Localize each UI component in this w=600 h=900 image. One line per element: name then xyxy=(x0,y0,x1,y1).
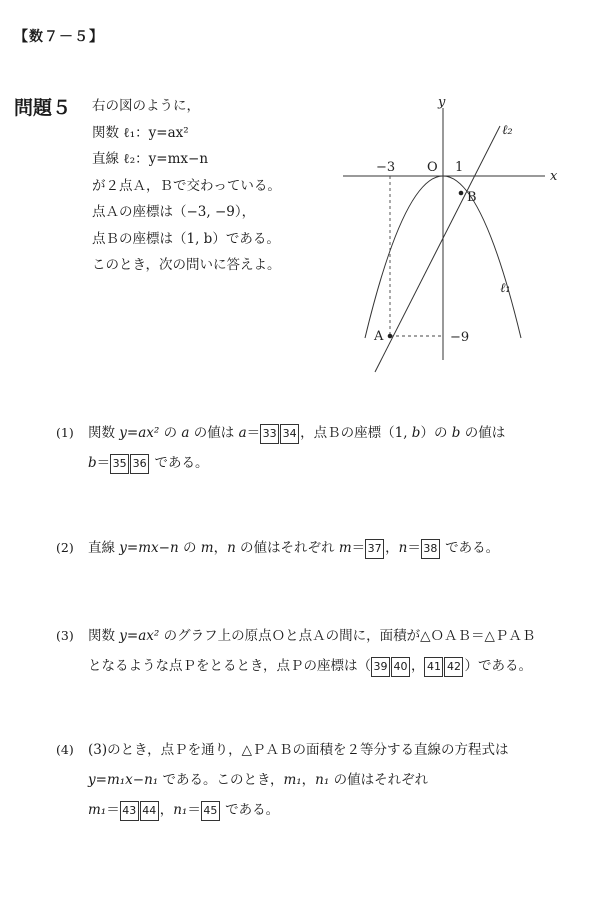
text-run: である。 xyxy=(220,802,280,818)
math-run: n xyxy=(227,540,236,556)
tick-label-neg3: −3 xyxy=(376,160,396,175)
answer-box-45[interactable]: 45 xyxy=(201,801,220,821)
question-line xyxy=(88,735,586,765)
text-run: である。 xyxy=(150,455,209,471)
text-run: の値は xyxy=(189,425,239,441)
math-run: n₁ xyxy=(173,802,188,818)
answer-box-34[interactable]: 34 xyxy=(280,424,299,444)
graph-figure xyxy=(330,90,590,380)
text-run: ）である。 xyxy=(464,658,532,674)
text-run: (3)のとき，点Ｐを通り，△ＰＡＢの面積を２等分する直線の方程式は xyxy=(88,742,509,758)
intro-line: 関数 ℓ₁：y=ax² xyxy=(92,124,189,141)
intro-line: が２点Ａ，Ｂで交わっている。 xyxy=(92,177,281,194)
text-run: ， xyxy=(385,540,399,556)
page-header-tag: 【数７－５】 xyxy=(14,29,104,45)
question-line xyxy=(88,448,586,478)
text-run: ， xyxy=(410,658,425,674)
math-run: b xyxy=(451,425,461,441)
tick-label-neg9: −9 xyxy=(450,330,470,345)
text-run: となるような点Ｐをとるとき，点Ｐの座標は（ xyxy=(88,658,371,674)
math-run: m xyxy=(338,540,352,556)
answer-box-35[interactable]: 35 xyxy=(110,454,129,474)
question-line xyxy=(88,765,586,795)
intro-line: 点Ａの座標は（−3, −9）， xyxy=(92,204,256,220)
math-run: y=ax² xyxy=(119,425,160,441)
point-b-label: B xyxy=(467,190,477,205)
math-run: m₁ xyxy=(283,772,302,788)
intro-line: 右の図のように， xyxy=(92,98,200,114)
problem-label: 問題５ xyxy=(14,97,72,119)
question-line xyxy=(88,621,586,651)
answer-box-39[interactable]: 39 xyxy=(371,657,390,677)
answer-box-37[interactable]: 37 xyxy=(365,539,384,559)
text-run: の値はそれぞれ xyxy=(329,772,429,788)
text-run: である。このとき， xyxy=(158,772,284,788)
math-run: y=m₁x−n₁ xyxy=(88,772,159,788)
question-number: (4) xyxy=(56,742,74,757)
math-run: y=mx−n xyxy=(119,540,179,556)
question-3 xyxy=(56,621,586,681)
y-axis-label: y xyxy=(438,95,446,110)
question-4 xyxy=(56,735,586,825)
text-run: の値はそれぞれ xyxy=(235,540,339,556)
math-run: y=ax² xyxy=(119,628,160,644)
text-run: ＝ xyxy=(246,425,261,441)
text-run: である。 xyxy=(440,540,500,556)
answer-box-43[interactable]: 43 xyxy=(120,801,139,821)
text-run: ＝ xyxy=(106,802,120,818)
question-line xyxy=(88,795,586,825)
intro-line: 点Ｂの座標は（1, b）である。 xyxy=(92,230,280,247)
math-run: n xyxy=(398,540,408,556)
intro-line: 直線 ℓ₂：y=mx−n xyxy=(92,151,209,167)
text-run: ， xyxy=(213,540,228,556)
text-run: ，点Ｂの座標（1, xyxy=(300,425,412,441)
curve-l1-label: ℓ₁ xyxy=(500,281,511,296)
answer-box-42[interactable]: 42 xyxy=(444,657,463,677)
text-run: ＝ xyxy=(187,802,201,818)
text-run: ＝ xyxy=(407,540,421,556)
answer-box-38[interactable]: 38 xyxy=(421,539,440,559)
text-run: ＝ xyxy=(96,455,111,471)
origin-label: O xyxy=(427,160,438,175)
text-run: ， xyxy=(301,772,316,788)
answer-box-40[interactable]: 40 xyxy=(391,657,410,677)
question-number: (2) xyxy=(56,540,74,555)
question-line xyxy=(88,651,586,681)
math-run: a xyxy=(238,425,247,441)
point-a-dot xyxy=(388,334,393,339)
text-run: 関数 xyxy=(88,425,120,441)
problem-intro xyxy=(92,93,342,279)
answer-box-44[interactable]: 44 xyxy=(140,801,159,821)
text-run: ＝ xyxy=(351,540,366,556)
text-run: 直線 xyxy=(88,540,120,556)
text-run: の値は xyxy=(460,425,506,441)
math-run: a xyxy=(181,425,190,441)
question-number: (1) xyxy=(56,425,74,440)
question-number: (3) xyxy=(56,628,74,643)
math-run: m₁ xyxy=(88,802,107,818)
tick-label-1: 1 xyxy=(455,160,464,175)
line-l2-label: ℓ₂ xyxy=(502,123,513,138)
point-a-label: A xyxy=(374,329,384,344)
text-run: の xyxy=(178,540,201,556)
question-2 xyxy=(56,533,586,563)
question-line xyxy=(88,418,586,448)
math-run: n₁ xyxy=(315,772,330,788)
text-run: 関数 xyxy=(88,628,120,644)
point-b-dot xyxy=(459,191,464,196)
math-run: m xyxy=(200,540,214,556)
answer-box-36[interactable]: 36 xyxy=(130,454,149,474)
text-run: の xyxy=(159,425,182,441)
question-1 xyxy=(56,418,586,478)
math-run: b xyxy=(88,455,97,471)
answer-box-41[interactable]: 41 xyxy=(424,657,443,677)
answer-box-33[interactable]: 33 xyxy=(260,424,279,444)
x-axis-label: x xyxy=(550,169,558,184)
math-run: b xyxy=(411,425,421,441)
text-run: のグラフ上の原点Ｏと点Ａの間に，面積が△ＯＡＢ＝△ＰＡＢ xyxy=(159,628,536,644)
question-line xyxy=(88,533,586,563)
intro-line: このとき，次の問いに答えよ。 xyxy=(92,257,281,273)
text-run: ）の xyxy=(420,425,452,441)
text-run: ， xyxy=(159,802,174,818)
